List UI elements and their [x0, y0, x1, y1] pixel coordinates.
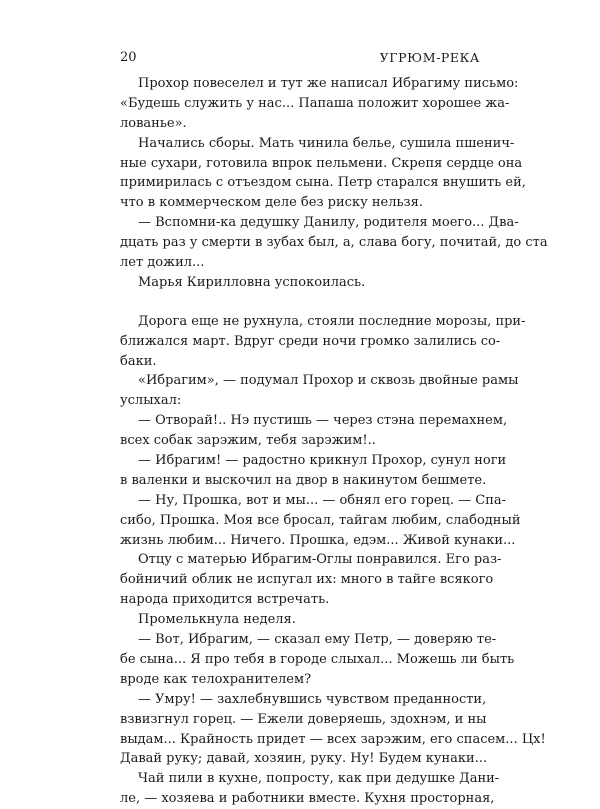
section-break: [120, 293, 480, 312]
text-line: всех собак зарэжим, тебя зарэжим!..: [120, 433, 376, 449]
text-line: ближался март. Вдруг среди ночи громко залились со-: [120, 333, 501, 349]
text-line: Чай пили в кухне, попросту, как при дедушке Дани-: [138, 771, 500, 787]
text-line: вроде как телохранителем?: [120, 671, 312, 687]
paragraph: [120, 769, 500, 809]
page-number: 20: [120, 50, 137, 65]
paragraph: [120, 312, 526, 372]
text-line: — Отворай!.. Нэ пустишь — через стэна перемахнем,: [138, 413, 508, 429]
text-line: «Будешь служить у нас... Папаша положит хорошее жа-: [120, 95, 510, 111]
running-title: УГРЮМ-РЕКА: [379, 50, 480, 65]
text-line: — Вот, Ибрагим, — сказал ему Петр, — доверяю те-: [138, 632, 497, 648]
text-line: — Ибрагим! — радостно крикнул Прохор, сунул ноги: [138, 453, 507, 469]
text-line: Прохор повеселел и тут же написал Ибрагиму письмо:: [138, 76, 519, 91]
text-line: выдам... Крайность придет — всех зарэжим, его спасем... Цх!: [120, 731, 546, 747]
text-line: лет дожил...: [120, 255, 205, 271]
text-line: Начались сборы. Мать чинила белье, сушила пшенич-: [138, 135, 515, 151]
text-line: Давай руку; давай, хозяин, руку. Ну! Будем кунаки...: [120, 751, 488, 767]
text-line: услыхал:: [120, 393, 182, 409]
text-line: жизнь любим... Ничего. Прошка, едэм... Живой кунаки...: [120, 532, 516, 548]
text-line: бе сына... Я про тебя в городе слыхал... Можешь ли быть: [120, 651, 515, 667]
text-line: примирилась с отъездом сына. Петр старался внушить ей,: [120, 175, 526, 191]
text-line: бойничий облик не испугал их: много в тайге всякого: [120, 572, 494, 588]
text-line: Марья Кирилловна успокоилась.: [138, 274, 366, 290]
paragraph: [120, 213, 548, 273]
text-line: сибо, Прошка. Моя все бросал, тайгам любим, слабодный: [120, 512, 521, 528]
text-line: дцать раз у смерти в зубах был, а, слава богу, почитай, до ста: [120, 235, 548, 251]
paragraph: [120, 134, 526, 214]
text-line: народа приходится встречать.: [120, 592, 330, 608]
paragraph: [120, 74, 519, 134]
text-line: ле, — хозяева и работники вместе. Кухня просторная,: [120, 791, 495, 807]
text-line: лованье».: [120, 115, 187, 131]
paragraph: [120, 690, 546, 770]
paragraph: [120, 371, 519, 411]
text-line: — Ну, Прошка, вот и мы... — обнял его горец. — Спа-: [138, 492, 507, 508]
text-line: Промелькнула неделя.: [138, 612, 296, 628]
paragraph: [120, 610, 480, 630]
paragraph: [120, 451, 507, 491]
text-line: ные сухари, готовила впрок пельмени. Скрепя сердце она: [120, 155, 523, 171]
text-line: Дорога еще не рухнула, стояли последние морозы, при-: [138, 313, 526, 329]
running-head: [120, 50, 480, 66]
text-line: — Умру! — захлебнувшись чувством преданности,: [138, 691, 487, 707]
paragraph: [120, 273, 480, 293]
text-line: — Вспомни-ка дедушку Данилу, родителя моего... Два-: [138, 215, 519, 231]
text-line: взвизгнул горец. — Ежели доверяешь, здохнэм, и ны: [120, 711, 487, 727]
text-line: Отцу с матерью Ибрагим-Оглы понравился. Его раз-: [138, 552, 502, 568]
paragraph: [120, 491, 521, 551]
paragraph: [120, 550, 502, 610]
text-line: что в коммерческом деле без риску нельзя.: [120, 195, 423, 211]
text-line: баки.: [120, 353, 157, 369]
text-line: в валенки и выскочил на двор в накинутом бешмете.: [120, 472, 487, 488]
body-text: [120, 74, 548, 809]
text-line: «Ибрагим», — подумал Прохор и сквозь двойные рамы: [138, 373, 519, 389]
paragraph: [120, 411, 508, 451]
paragraph: [120, 630, 515, 690]
